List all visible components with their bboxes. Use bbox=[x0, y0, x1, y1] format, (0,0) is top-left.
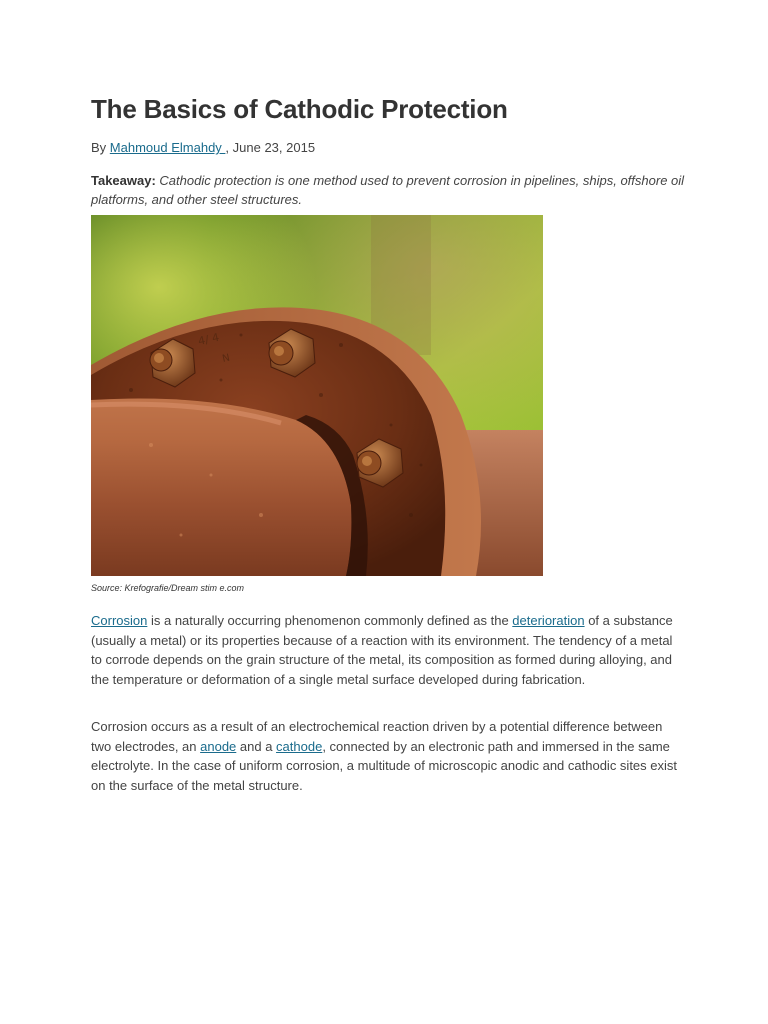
image-caption: Source: Krefografie/Dream stim e.com bbox=[91, 583, 245, 593]
paragraph-text: of a substance (usually a metal) or its properties because of a reaction with its environment. The tendency of a metal to corrode depends on the grain structure of the metal, its composition as formed during alloying, and the temperature or deformation of a single metal surface developed during fabrication. bbox=[91, 613, 673, 687]
paragraph-text: Corrosion occurs as a result of an electrochemical reaction driven by a potential difference between two electrodes, an bbox=[91, 719, 663, 754]
article-title: The Basics of Cathodic Protection bbox=[91, 94, 508, 124]
author-link[interactable]: Mahmoud Elmahdy bbox=[109, 140, 226, 155]
byline-prefix: By bbox=[91, 140, 110, 155]
paragraph-text: is a naturally occurring phenomenon commonly defined as the bbox=[147, 613, 513, 628]
publish-date: , June 23, 2015 bbox=[225, 140, 316, 155]
takeaway bbox=[91, 171, 691, 209]
paragraph-electrochemical bbox=[91, 717, 683, 795]
byline bbox=[91, 140, 315, 155]
article-photo bbox=[91, 215, 543, 576]
takeaway-text: Cathodic protection is one method used to prevent corrosion in pipelines, ships, offshore oil platforms, and other steel structures. bbox=[91, 173, 685, 207]
svg-text:N: N bbox=[221, 352, 231, 365]
paragraph-text: , connected by an electronic path and immersed in the same electrolyte. In the case of uniform corrosion, a multitude of microscopic anodic and cathodic sites exist on the surface of the metal structure. bbox=[91, 738, 678, 793]
cathode-link[interactable]: cathode bbox=[276, 738, 323, 754]
takeaway-label: Takeaway: bbox=[91, 173, 156, 188]
paragraph-text: and a bbox=[236, 738, 277, 754]
paragraph-corrosion-definition bbox=[91, 611, 683, 689]
anode-link[interactable]: anode bbox=[200, 738, 237, 754]
deterioration-link[interactable]: deterioration bbox=[512, 613, 585, 628]
svg-text:4/ 4: 4/ 4 bbox=[196, 330, 221, 348]
corrosion-link[interactable]: Corrosion bbox=[91, 613, 148, 628]
